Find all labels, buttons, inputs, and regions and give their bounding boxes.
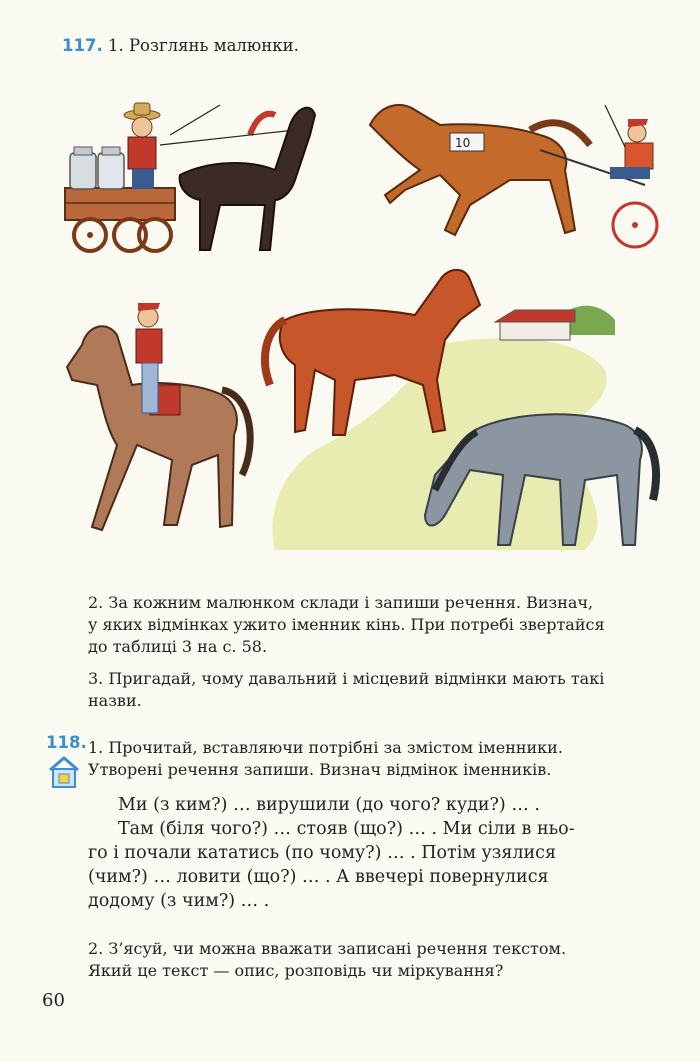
text-line: 1. Прочитай, вставляючи потрібні за змістом іменники. bbox=[88, 738, 563, 757]
exercise-118-number bbox=[46, 733, 87, 752]
exercise-118-task2 bbox=[88, 938, 678, 982]
racing-sulky-illustration bbox=[360, 85, 675, 255]
exercise-117-task3 bbox=[88, 668, 678, 712]
race-number: 10 bbox=[455, 136, 471, 150]
text-line: Ми (з ким?) … вирушили (до чого? куди?) … . bbox=[118, 795, 540, 815]
text-line: го і почали кататись (по чому?) … . Потім узялися bbox=[88, 843, 557, 863]
text-line: Там (біля чого?) … стояв (що?) … . Ми сіли в ньо- bbox=[118, 819, 575, 839]
exercise-117-task2 bbox=[88, 592, 678, 658]
exercise-number: 118. bbox=[46, 733, 87, 752]
exercise-117-header bbox=[62, 36, 299, 55]
text-line: (чим?) … ловити (що?) … . А ввечері повернулися bbox=[88, 867, 549, 887]
text-line: 2. З’ясуй, чи можна вважати записані речення текстом. bbox=[88, 939, 567, 958]
text-line: додому (з чим?) … . bbox=[88, 891, 270, 911]
page-number: 60 bbox=[42, 990, 65, 1011]
text-line: у яких відмінках ужито іменник кінь. При потребі звертайся bbox=[88, 615, 605, 634]
task-text: 1. Розглянь малюнки. bbox=[107, 36, 299, 55]
exercise-118-text bbox=[88, 793, 678, 913]
exercise-118-task1 bbox=[88, 737, 678, 781]
text-line: Який це текст — опис, розповідь чи міркування? bbox=[88, 961, 504, 980]
write-house-icon bbox=[46, 754, 82, 790]
exercise-number: 117. bbox=[62, 36, 103, 55]
text-line: назви. bbox=[88, 691, 142, 710]
horse-cart-illustration bbox=[60, 85, 320, 270]
text-line: до таблиці 3 на с. 58. bbox=[88, 637, 268, 656]
text-line: 2. За кожним малюнком склади і запиши речення. Визнач, bbox=[88, 593, 594, 612]
horse-rider-illustration bbox=[62, 295, 257, 540]
text-line: 3. Пригадай, чому давальний і місцевий відмінки мають такі bbox=[88, 669, 605, 688]
horses-in-meadow-illustration bbox=[255, 260, 675, 560]
text-line: Утворені речення запиши. Визнач відмінок іменників. bbox=[88, 760, 552, 779]
